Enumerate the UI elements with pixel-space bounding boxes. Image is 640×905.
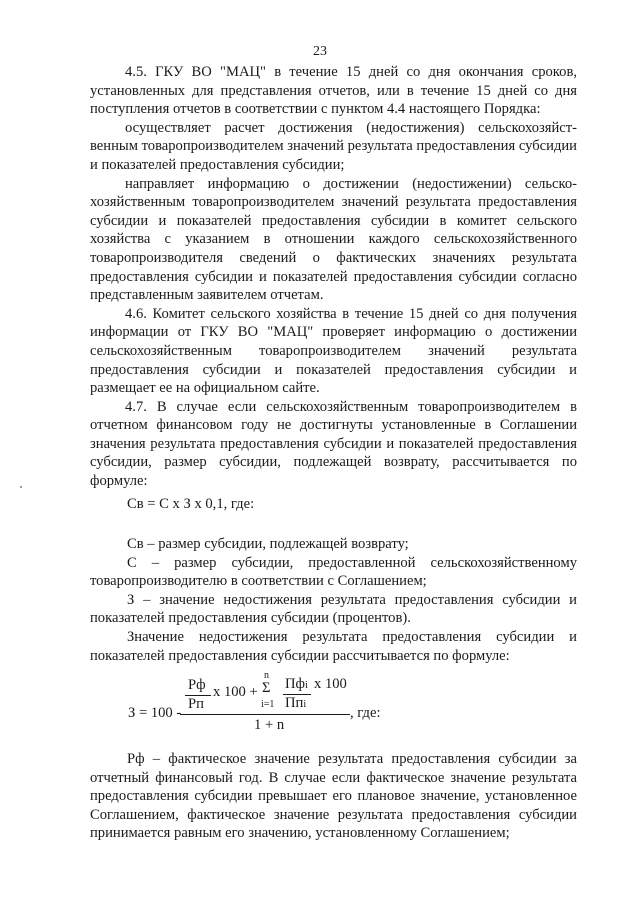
- paragraph-4-7: 4.7. В случае если сельскохозяйственным товаропроизводителем в отчетном финансовом году не достигнуты установленные в Соглашении значения результата предоставления субсидии и показателей предоставления субсидии, размер субсидии, подлежащей возврату, рассчитывается по формуле:: [90, 398, 577, 490]
- fraction-rf: Рф: [188, 677, 206, 693]
- formula-lhs: З = 100 -: [128, 705, 182, 721]
- paragraph-value: Значение недостижения результата предоставления субсидии и показателей предоставления субсидии рассчитывается по формуле:: [90, 628, 577, 664]
- definition-z: З – значение недостижения результата предоставления субсидии и показателей предоставления субсидии (процентов).: [90, 591, 577, 627]
- formula-where: , где:: [350, 705, 381, 721]
- sum-symbol: Σ: [262, 680, 271, 696]
- formula-times-100: х 100: [314, 676, 347, 692]
- paragraphs-block-3: [90, 750, 577, 843]
- paragraph-4-6: 4.6. Комитет сельского хозяйства в течение 15 дней со дня получения информации от ГКУ ВО "МАЦ" проверяет информацию о достижении сельскохозяйственным товаропроизводителем значений результата предоставления субсидии и показателей предоставления субсидии и размещает ее на официальном сайте.: [90, 305, 577, 397]
- paragraphs-block-2: [90, 535, 577, 665]
- fraction-pn: [285, 695, 306, 712]
- formula-denominator: 1 + n: [254, 717, 285, 733]
- definition-rf: Рф – фактическое значение результата предоставления субсидии за отчетный финансовый год. В случае если фактическое значение результата предоставления субсидии превышает его плановое значение, установленное Соглашением, фактическое значение результата предоставления субсидии принимается равным его значению, установленному Соглашением;: [90, 751, 577, 842]
- paragraphs-block-1: [90, 63, 577, 491]
- sum-upper-limit: n: [264, 670, 269, 681]
- fraction-pf-text: Пф: [285, 676, 305, 692]
- main-fraction-bar: [180, 714, 350, 715]
- fraction-pf: [285, 676, 308, 693]
- fraction-pf-index: i: [305, 680, 308, 691]
- margin-mark: [20, 486, 22, 488]
- fraction-pn-index: i: [303, 699, 307, 710]
- formula-refund: Св = С х З х 0,1, где:: [127, 496, 255, 512]
- fraction-pn-text: Пп: [285, 695, 304, 711]
- formula-times-plus: х 100 +: [213, 684, 258, 700]
- sum-lower-limit: i=1: [261, 699, 275, 710]
- paragraph-4-5-item-b: направляет информацию о достижении (недостижении) сельско-хозяйственным товаропроизводителем значений результата предоставления субсидии и показателей предоставления субсидии в комитет сельского хозяйства с указанием в отношении каждого сельскохозяйственного товаропроизводителя сведений о фактических значениях результата предоставления субсидии и показателей предоставления субсидии согласно представленным заявителем отчетам.: [90, 175, 577, 304]
- definition-s: С – размер субсидии, предоставленной сельскохозяйственному товаропроизводителю в соответствии с Соглашением;: [90, 554, 577, 590]
- definition-sv: Св – размер субсидии, подлежащей возврату;: [127, 536, 409, 552]
- paragraph-4-5-item-a: осуществляет расчет достижения (недостижения) сельскохозяйст-венным товаропроизводителем значений результата предоставления субсидии и показателей предоставления субсидии;: [90, 119, 577, 173]
- page-number: 23: [313, 44, 327, 59]
- fraction-rp: Рп: [188, 696, 204, 712]
- paragraph-4-5: 4.5. ГКУ ВО "МАЦ" в течение 15 дней со дня окончания сроков, установленных для представления отчетов, или в течение 15 дней со дня поступления отчетов в соответствии с пунктом 4.4 настоящего Порядка:: [90, 64, 577, 118]
